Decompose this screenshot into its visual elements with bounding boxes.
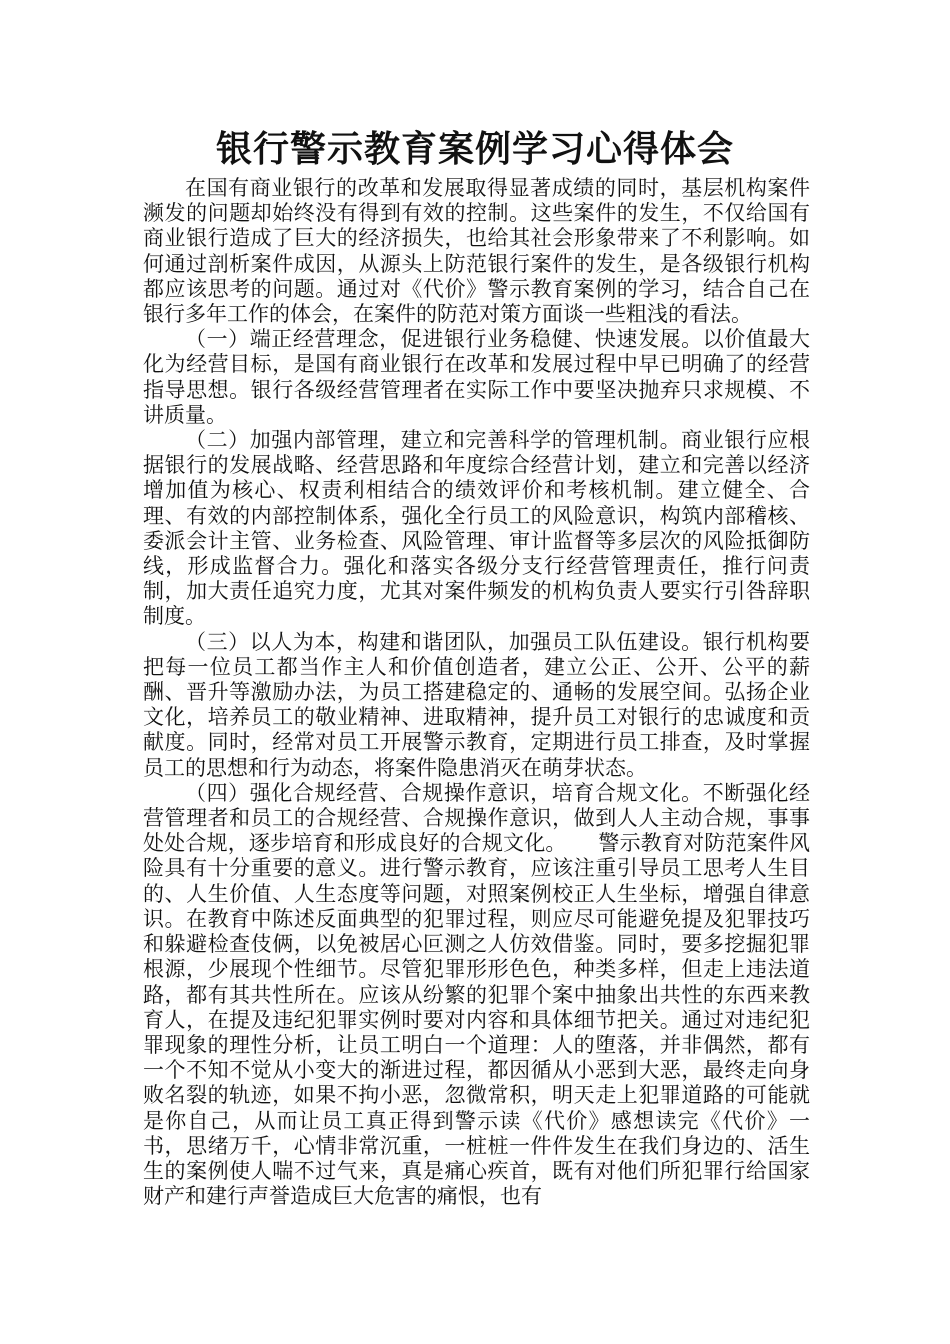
paragraph-section-3: （三）以人为本，构建和谐团队，加强员工队伍建设。银行机构要把每一位员工都当作主人和价值创造者，建立公正、公开、公平的薪酬、晋升等激励办法，为员工搭建稳定的、通畅的发展空间。弘扬企业文化，培养员工的敬业精神、进取精神，提升员工对银行的忠诚度和贡献度。同时，经常对员工开展警示教育，定期进行员工排查，及时掌握员工的思想和行为动态，将案件隐患消灭在萌芽状态。 (143, 629, 810, 780)
document-body (143, 176, 810, 1209)
paragraph-intro: 在国有商业银行的改革和发展取得显著成绩的同时，基层机构案件濒发的问题却始终没有得到有效的控制。这些案件的发生，不仅给国有商业银行造成了巨大的经济损失，也给其社会形象带来了不利影响。如何通过剖析案件成因，从源头上防范银行案件的发生，是各级银行机构都应该思考的问题。通过对《代价》警示教育案例的学习，结合自己在银行多年工作的体会，在案件的防范对策方面谈一些粗浅的看法。 (143, 176, 810, 327)
paragraph-section-4: （四）强化合规经营、合规操作意识，培育合规文化。不断强化经营管理者和员工的合规经营、合规操作意识，做到人人主动合规，事事处处合规，逐步培育和形成良好的合规文化。 警示教育对防范案件风险具有十分重要的意义。进行警示教育，应该注重引导员工思考人生目的、人生价值、人生态度等问题，对照案例校正人生坐标，增强自律意识。在教育中陈述反面典型的犯罪过程，则应尽可能避免提及犯罪技巧和躲避检查伎俩，以免被居心叵测之人仿效借鉴。同时，要多挖掘犯罪根源，少展现个性细节。尽管犯罪形形色色，种类多样，但走上违法道路，都有其共性所在。应该从纷繁的犯罪个案中抽象出共性的东西来教育人，在提及违纪犯罪实例时要对内容和具体细节把关。通过对违纪犯罪现象的理性分析，让员工明白一个道理：人的堕落，并非偶然，都有一个不知不觉从小变大的渐进过程，都因循从小恶到大恶，最终走向身败名裂的轨迹，如果不拘小恶，忽微常积，明天走上犯罪道路的可能就是你自己，从而让员工真正得到警示读《代价》感想读完《代价》一书，思绪万千，心情非常沉重，一桩桩一件件发生在我们身边的、活生生的案例使人喘不过气来，真是痛心疾首，既有对他们所犯罪行给国家财产和建行声誉造成巨大危害的痛恨，也有 (143, 780, 810, 1209)
paragraph-section-2: （二）加强内部管理，建立和完善科学的管理机制。商业银行应根据银行的发展战略、经营思路和年度综合经营计划，建立和完善以经济增加值为核心、权责利相结合的绩效评价和考核机制。建立健全、合理、有效的内部控制体系，强化全行员工的风险意识，构筑内部稽核、委派会计主管、业务检查、风险管理、审计监督等多层次的风险抵御防线，形成监督合力。强化和落实各级分支行经营管理责任，推行问责制，加大责任追究力度，尤其对案件频发的机构负责人要实行引咎辞职制度。 (143, 428, 810, 629)
document-title: 银行警示教育案例学习心得体会 (215, 129, 734, 170)
paragraph-section-1: （一）端正经营理念，促进银行业务稳健、快速发展。以价值最大化为经营目标，是国有商业银行在改革和发展过程中早已明确了的经营指导思想。银行各级经营管理者在实际工作中要坚决抛弃只求规模、不讲质量。 (143, 327, 810, 427)
